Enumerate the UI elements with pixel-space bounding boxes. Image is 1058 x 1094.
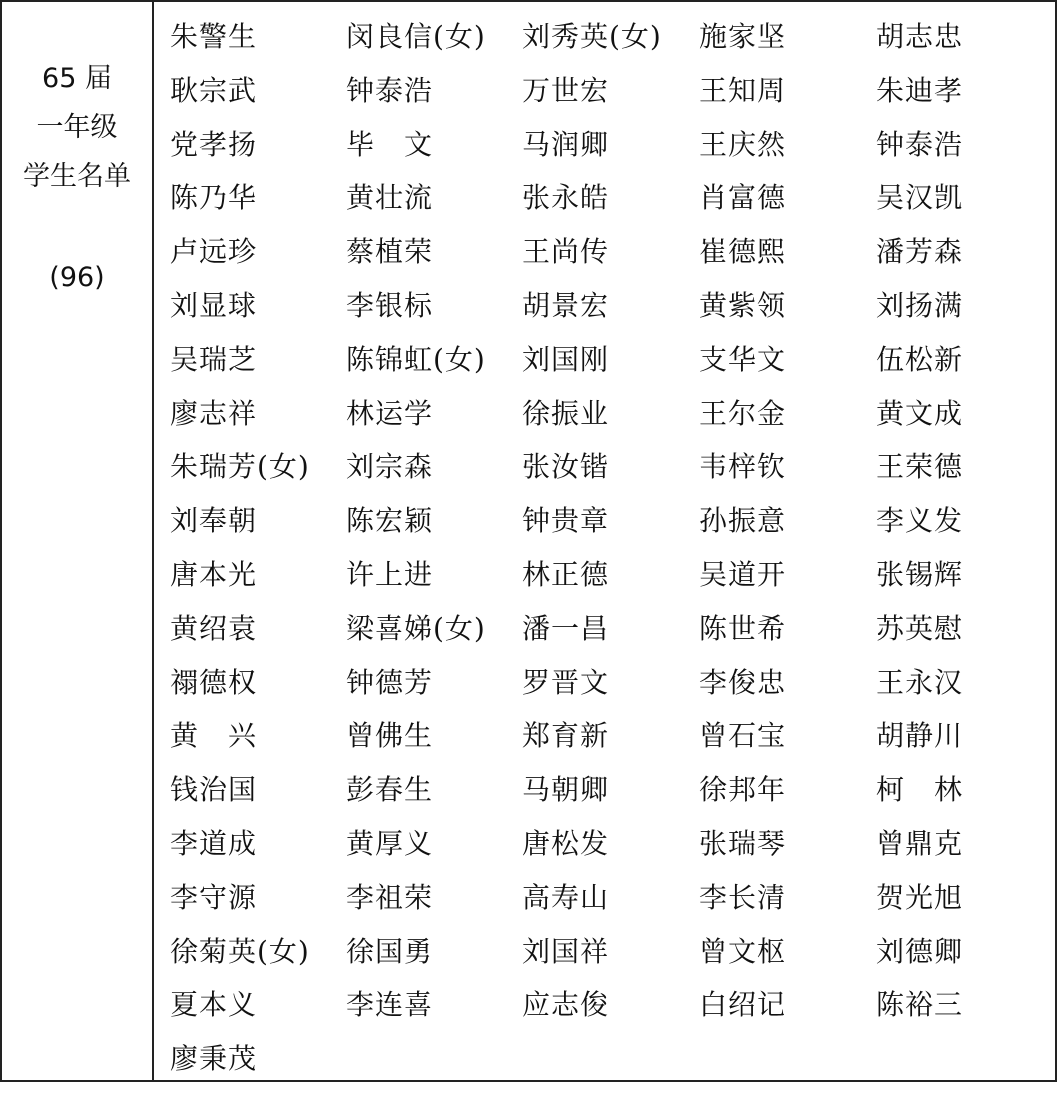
student-name: 王知周 bbox=[699, 73, 787, 107]
name-row bbox=[170, 825, 1050, 879]
student-name: 施家坚 bbox=[699, 20, 787, 53]
student-name: 苏英慰 bbox=[876, 611, 964, 645]
student-name: 钟贵章 bbox=[522, 504, 610, 538]
student-name: 胡静川 bbox=[876, 719, 964, 753]
student-name: 党孝扬 bbox=[170, 127, 258, 161]
student-name: 王荣德 bbox=[876, 450, 964, 484]
student-name: 黄壮流 bbox=[346, 181, 434, 215]
student-name: 胡景宏 bbox=[522, 288, 610, 322]
student-name: 吴瑞芝 bbox=[170, 342, 258, 376]
student-name: 张汝锴 bbox=[522, 450, 610, 484]
student-name: 许上进 bbox=[346, 557, 434, 591]
student-name: 吴汉凯 bbox=[876, 181, 964, 215]
student-name: 吴道开 bbox=[699, 557, 787, 591]
student-name: 黄文成 bbox=[876, 396, 964, 430]
student-name: 廖志祥 bbox=[170, 396, 258, 430]
student-name: 徐振业 bbox=[522, 396, 610, 430]
student-name: 林正德 bbox=[522, 557, 610, 591]
student-name: 张永皓 bbox=[522, 181, 610, 215]
student-name: 闵良信(女) bbox=[346, 20, 486, 53]
student-name: 肖富德 bbox=[699, 181, 787, 215]
student-name: 黄绍袁 bbox=[170, 611, 258, 645]
student-name: 王尔金 bbox=[699, 396, 787, 430]
student-name: 柯 林 bbox=[876, 773, 964, 807]
student-name: 王尚传 bbox=[522, 235, 610, 269]
student-name: 刘秀英(女) bbox=[522, 20, 662, 53]
student-count: (96) bbox=[49, 262, 105, 293]
name-row bbox=[170, 502, 1050, 556]
student-name: 梁喜娣(女) bbox=[346, 611, 486, 645]
student-name: 李守源 bbox=[170, 880, 258, 914]
name-row bbox=[170, 986, 1050, 1040]
student-name: 曾文枢 bbox=[699, 934, 787, 968]
student-name: 陈世希 bbox=[699, 611, 787, 645]
student-name: 陈宏颖 bbox=[346, 504, 434, 538]
student-name: 韦梓钦 bbox=[699, 450, 787, 484]
student-name: 孙振意 bbox=[699, 504, 787, 538]
student-name: 林运学 bbox=[346, 396, 434, 430]
student-name: 徐国勇 bbox=[346, 934, 434, 968]
student-name: 崔德熙 bbox=[699, 235, 787, 269]
name-row bbox=[170, 717, 1050, 771]
student-name: 刘显球 bbox=[170, 288, 258, 322]
student-name: 陈裕三 bbox=[876, 988, 964, 1022]
student-name: 王庆然 bbox=[699, 127, 787, 161]
student-name: 伍松新 bbox=[876, 342, 964, 376]
student-name: 刘宗森 bbox=[346, 450, 434, 484]
student-name: 唐本光 bbox=[170, 557, 258, 591]
student-name: 李义发 bbox=[876, 504, 964, 538]
name-row bbox=[170, 179, 1050, 233]
student-name: 耿宗武 bbox=[170, 73, 258, 107]
student-name: 陈锦虹(女) bbox=[346, 342, 486, 376]
name-row bbox=[170, 287, 1050, 341]
student-name: 张锡辉 bbox=[876, 557, 964, 591]
student-name: 曾石宝 bbox=[699, 719, 787, 753]
name-row bbox=[170, 18, 1050, 72]
student-name: 朱瑞芳(女) bbox=[170, 450, 310, 484]
student-name: 万世宏 bbox=[522, 73, 610, 107]
student-name: 黄厚义 bbox=[346, 826, 434, 860]
student-name: 刘德卿 bbox=[876, 934, 964, 968]
student-name: 李长清 bbox=[699, 880, 787, 914]
student-name: 钱治国 bbox=[170, 773, 258, 807]
name-row bbox=[170, 126, 1050, 180]
student-name: 彭春生 bbox=[346, 773, 434, 807]
student-name: 毕 文 bbox=[346, 127, 434, 161]
student-name: 李俊忠 bbox=[699, 665, 787, 699]
class-year-label: 65 届 bbox=[42, 63, 112, 94]
student-name: 白绍记 bbox=[699, 988, 787, 1022]
student-name: 禤德权 bbox=[170, 665, 258, 699]
student-name: 张瑞琴 bbox=[699, 826, 787, 860]
name-row bbox=[170, 556, 1050, 610]
student-name: 钟泰浩 bbox=[346, 73, 434, 107]
student-name: 支华文 bbox=[699, 342, 787, 376]
student-name: 夏本义 bbox=[170, 988, 258, 1022]
name-row bbox=[170, 771, 1050, 825]
student-name: 卢远珍 bbox=[170, 235, 258, 269]
student-name: 马润卿 bbox=[522, 127, 610, 161]
student-name: 刘国刚 bbox=[522, 342, 610, 376]
student-name: 罗晋文 bbox=[522, 665, 610, 699]
student-name: 黄紫领 bbox=[699, 288, 787, 322]
name-row bbox=[170, 933, 1050, 987]
student-name: 徐菊英(女) bbox=[170, 934, 310, 968]
student-name: 高寿山 bbox=[522, 880, 610, 914]
student-name: 唐松发 bbox=[522, 826, 610, 860]
student-name: 钟泰浩 bbox=[876, 127, 964, 161]
student-name: 潘芳森 bbox=[876, 235, 964, 269]
student-name: 李连喜 bbox=[346, 988, 434, 1022]
name-row bbox=[170, 1040, 1050, 1094]
name-row bbox=[170, 610, 1050, 664]
roster-label-cell bbox=[2, 2, 154, 1080]
name-row bbox=[170, 664, 1050, 718]
student-name: 朱警生 bbox=[170, 20, 258, 53]
student-name: 郑育新 bbox=[522, 719, 610, 753]
student-name: 刘国祥 bbox=[522, 934, 610, 968]
student-name: 刘奉朝 bbox=[170, 504, 258, 538]
student-name: 潘一昌 bbox=[522, 611, 610, 645]
name-row bbox=[170, 233, 1050, 287]
name-row bbox=[170, 448, 1050, 502]
grade-label: 一年级 bbox=[36, 112, 118, 143]
name-row bbox=[170, 395, 1050, 449]
student-name: 蔡植荣 bbox=[346, 235, 434, 269]
student-name: 李祖荣 bbox=[346, 880, 434, 914]
student-name: 李道成 bbox=[170, 826, 258, 860]
student-name: 曾佛生 bbox=[346, 719, 434, 753]
student-name: 曾鼎克 bbox=[876, 826, 964, 860]
name-row bbox=[170, 879, 1050, 933]
student-name: 马朝卿 bbox=[522, 773, 610, 807]
name-row bbox=[170, 341, 1050, 395]
roster-title: 学生名单 bbox=[23, 161, 131, 192]
student-name: 黄 兴 bbox=[170, 719, 258, 753]
student-name: 钟德芳 bbox=[346, 665, 434, 699]
student-name: 贺光旭 bbox=[876, 880, 964, 914]
student-name: 刘扬满 bbox=[876, 288, 964, 322]
name-row bbox=[170, 72, 1050, 126]
student-name: 徐邦年 bbox=[699, 773, 787, 807]
student-name: 胡志忠 bbox=[876, 20, 964, 53]
student-name-grid bbox=[170, 18, 1050, 1094]
student-name: 李银标 bbox=[346, 288, 434, 322]
student-name: 朱迪孝 bbox=[876, 73, 964, 107]
student-name: 廖秉茂 bbox=[170, 1042, 258, 1076]
student-name: 王永汉 bbox=[876, 665, 964, 699]
student-name: 应志俊 bbox=[522, 988, 610, 1022]
student-name: 陈乃华 bbox=[170, 181, 258, 215]
